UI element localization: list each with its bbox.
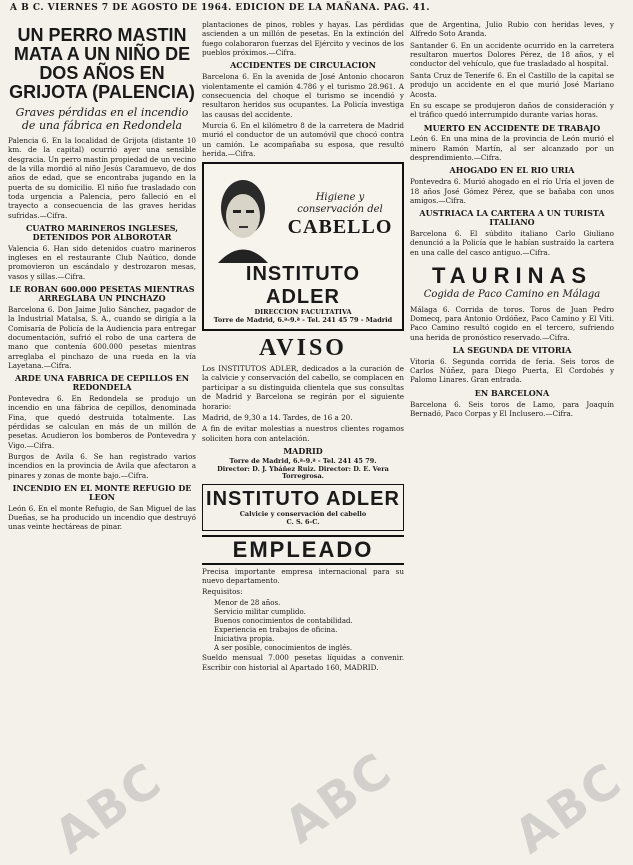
aviso-paragraph: Los INSTITUTOS ADLER, dedicados a la curación de la calvicie y conservación del cabello, se complacen en participar a su distinguida clientela que sus consultas de Madrid y Barcelona se regirán por el siguiente horario:: [202, 364, 404, 411]
taurinas-subtitle: Cogida de Paco Camino en Málaga: [423, 289, 601, 301]
section-heading: AUSTRIACA LA CARTERA A UN TURISTA ITALIANO: [419, 208, 605, 228]
article-paragraph: Santander 6. En un accidente ocurrido en la carretera resultaron muertos Dolores Pérez, de 18 años, y el conductor del vehículo, que fue trasladado al hospital.: [410, 40, 614, 69]
requirement: Buenos conocimientos de contabilidad.: [214, 616, 353, 625]
article-paragraph: Barcelona 6. Seis toros de Lamo, para Joaquín Bernadó, Paco Corpas y El Inclusero.—Cifra.: [410, 399, 614, 418]
taurinas-title: TAURINAS: [431, 263, 593, 289]
article-paragraph: que de Argentina, Julio Rubio con heridas leves, y Alfredo Soto Aranda.: [410, 20, 614, 39]
subheadline: Graves pérdidas en el incendio de una fábrica en Redondela: [15, 105, 189, 132]
article-paragraph: León 6. En el monte Refugio, de San Miguel de las Dueñas, se ha producido un incendio que destruyó unas veinte hectáreas de pinar.: [8, 503, 196, 532]
aviso-city: MADRID: [283, 445, 323, 456]
abc-watermark: ABC: [504, 751, 633, 865]
ad-company: INSTITUTO ADLER: [245, 263, 361, 309]
article-paragraph: Santa Cruz de Tenerife 6. En el Castillo de la capital se produjo un accidente en el que murió José Mariano Acosta.: [410, 70, 614, 99]
aviso-company: INSTITUTO ADLER: [206, 488, 400, 511]
empleado-title: EMPLEADO: [202, 535, 404, 565]
requirement: Iniciativa propia.: [214, 635, 275, 644]
abc-watermark: ABC: [44, 751, 174, 865]
article-paragraph: En su escape se produjeron daños de consideración y el tráfico quedó interrumpido durante varias horas.: [410, 100, 614, 120]
article-paragraph: Vitoria 6. Segunda corrida de feria. Seis toros de Carlos Núñez, para Diego Puerta, El Cordobés y Palomo Linares. Gran entrada.: [410, 356, 614, 385]
ad-product: CABELLO: [287, 216, 393, 239]
advertisement-cabello: [202, 162, 404, 331]
requirement: Servicio militar cumplido.: [214, 607, 306, 616]
header-text: A B C. VIERNES 7 DE AGOSTO DE 1964. EDICION DE LA MAÑANA. PAG. 41.: [10, 3, 431, 13]
article-paragraph: plantaciones de pinos, robles y hayas. Las pérdidas ascienden a un millón de pesetas. En la extinción del fuego colaboraron fuerzas del Ejército y vecinos de los pueblos próximos.—Cifra.: [202, 20, 404, 58]
article-paragraph: Barcelona 6. En la avenida de José Antonio chocaron violentamente el camión 4.786 y el turismo 28.961. A consecuencia del choque el turismo se incendió y resultaron heridos sus ocupantes. La Policía investiga las causas del accidente.: [202, 72, 404, 119]
aviso-paragraph: A fin de evitar molestias a nuestros clientes rogamos soliciten hora con antelación.: [202, 424, 404, 443]
aviso-box: [202, 484, 404, 531]
empleado-outro: Sueldo mensual 7.000 pesetas líquidas a convenir. Escribir con historial al Apartado 160, MADRID.: [202, 653, 404, 672]
article-paragraph: Palencia 6. En la localidad de Grijota (distante 10 km. de la capital) ocurrió ayer una sensible desgracia. Un perro mastín propiedad de un vecino de la villa mordió al niño Jesús Caramuevo, de dos años de edad, que se encontraba jugando en la puerta de su domicilio. El niño fue trasladado con toda urgencia a Palencia, pero falleció en el trayecto a consecuencia de las graves heridas sufridas.—Cifra.: [8, 135, 196, 220]
empleado-intro: Precisa importante empresa internacional para su nuevo departamento.: [202, 566, 404, 586]
section-heading: MUERTO EN ACCIDENTE DE TRABAJO: [423, 122, 601, 133]
section-heading: EN BARCELONA: [474, 387, 550, 398]
article-paragraph: Murcia 6. En el kilómetro 8 de la carretera de Madrid murió el conductor de un automóvil que chocó contra un camión. Le acompañaba su esposa, que resultó herida.—Cifra.: [202, 121, 404, 159]
ad-address: Torre de Madrid, 6.ª-9.ª - Tel. 241 45 79 - Madrid: [213, 316, 393, 325]
article-paragraph: León 6. En una mina de la provincia de León murió el minero Ramón Martín, al ser alcanzado por un desprendimiento.—Cifra.: [410, 134, 614, 163]
aviso-title: AVISO: [259, 335, 347, 362]
article-paragraph: Málaga 6. Corrida de toros. Toros de Juan Pedro Domecq, para Antonio Ordóñez, Paco Camino y El Viti. Paco Camino resultó cogido en el tercero, sufriendo una herida de pronóstico reservado.—Cifra.: [410, 304, 614, 342]
article-paragraph: Burgos de Avila 6. Se han registrado varios incendios en la provincia de Avila que afectaron a pinares y zonas de monte bajo.—Cifra.: [8, 452, 196, 480]
requirement: Experiencia en trabajos de oficina.: [214, 626, 338, 635]
ad-inner: [208, 168, 398, 263]
aviso-directors: Director: D. J. Ybáñez Ruiz. Director: D. E. Vera Torregrosa.: [217, 464, 389, 481]
requirement: A ser posible, conocimientos de inglés.: [214, 644, 353, 653]
aviso-ref: C. S. 6-C.: [286, 517, 320, 526]
aviso-slogan: Calvicie y conservación del cabello: [239, 510, 367, 519]
empleado-req-title: Requisitos:: [202, 587, 243, 597]
column-3: [410, 20, 614, 844]
article-paragraph: Barcelona 6. El súbdito italiano Carlo Giuliano denunció a la Policía que le habían sustraído la cartera en una calle del casco antiguo.—Cifra.: [410, 228, 614, 257]
section-heading: LE ROBAN 600.000 PESETAS MIENTRAS ARREGLABA UN PINCHAZO: [9, 284, 195, 303]
article-paragraph: Pontevedra 6. Murió ahogado en el río Uría el joven de 18 años José Gómez Pérez, que se bañaba con unos amigos.—Cifra.: [410, 177, 614, 205]
article-paragraph: Pontevedra 6. En Redondela se produjo un incendio en una fábrica de cepillos, denominada Fina, que quedó destruida totalmente. Las pérdidas se calculan en más de un millón de pesetas. Acudieron los bomberos de Pontevedra y Vigo.—Cifra.: [8, 393, 196, 450]
requirement: Menor de 28 años.: [214, 598, 281, 607]
ad-text: [282, 192, 398, 239]
section-heading: INCENDIO EN EL MONTE REFUGIO DE LEON: [12, 483, 192, 502]
abc-watermark: ABC: [274, 741, 404, 855]
ad-slogan: Higiene y conservación del: [297, 192, 383, 216]
aviso-address: Torre de Madrid, 6.ª-9.ª - Tel. 241 45 79.: [229, 456, 377, 465]
article-paragraph: Valencia 6. Han sido detenidos cuatro marineros ingleses en el restaurante Club Naútico, donde promovieron un escándalo y destrozaron mesas, vasos y sillas.—Cifra.: [8, 243, 196, 281]
section-heading: AHOGADO EN EL RIO URIA: [449, 165, 575, 176]
empleado-req-list: [202, 599, 404, 654]
man-portrait-icon: [208, 168, 278, 263]
ad-tag: DIRECCION FACULTATIVA: [254, 308, 352, 317]
headline: UN PERRO MASTIN MATA A UN NIÑO DE DOS AÑOS EN GRIJOTA (PALENCIA): [9, 25, 195, 102]
section-heading: ACCIDENTES DE CIRCULACION: [230, 60, 376, 71]
aviso-paragraph: Madrid, de 9,30 a 14. Tardes, de 16 a 20.: [202, 412, 353, 422]
section-heading: ARDE UNA FABRICA DE CEPILLOS EN REDONDELA: [14, 373, 190, 393]
column-1: [8, 20, 196, 844]
section-heading: LA SEGUNDA DE VITORIA: [452, 344, 572, 355]
column-2: [202, 20, 404, 844]
article-paragraph: Barcelona 6. Don Jaime Julio Sánchez, pagador de la Industrial Matalsa, S. A., cuando se dirigía a la Comisaría de Policía de la Audiencia para entregar documentación, sufrió el robo de una cartera de mano que contenía 600.000 pesetas mientras arreglaba el pinchazo de una rueda en la vía Layetana.—Cifra.: [8, 304, 196, 370]
page-header: [10, 3, 610, 17]
section-heading: CUATRO MARINEROS INGLESES, DETENIDOS POR ALBOROTAR: [25, 223, 179, 242]
